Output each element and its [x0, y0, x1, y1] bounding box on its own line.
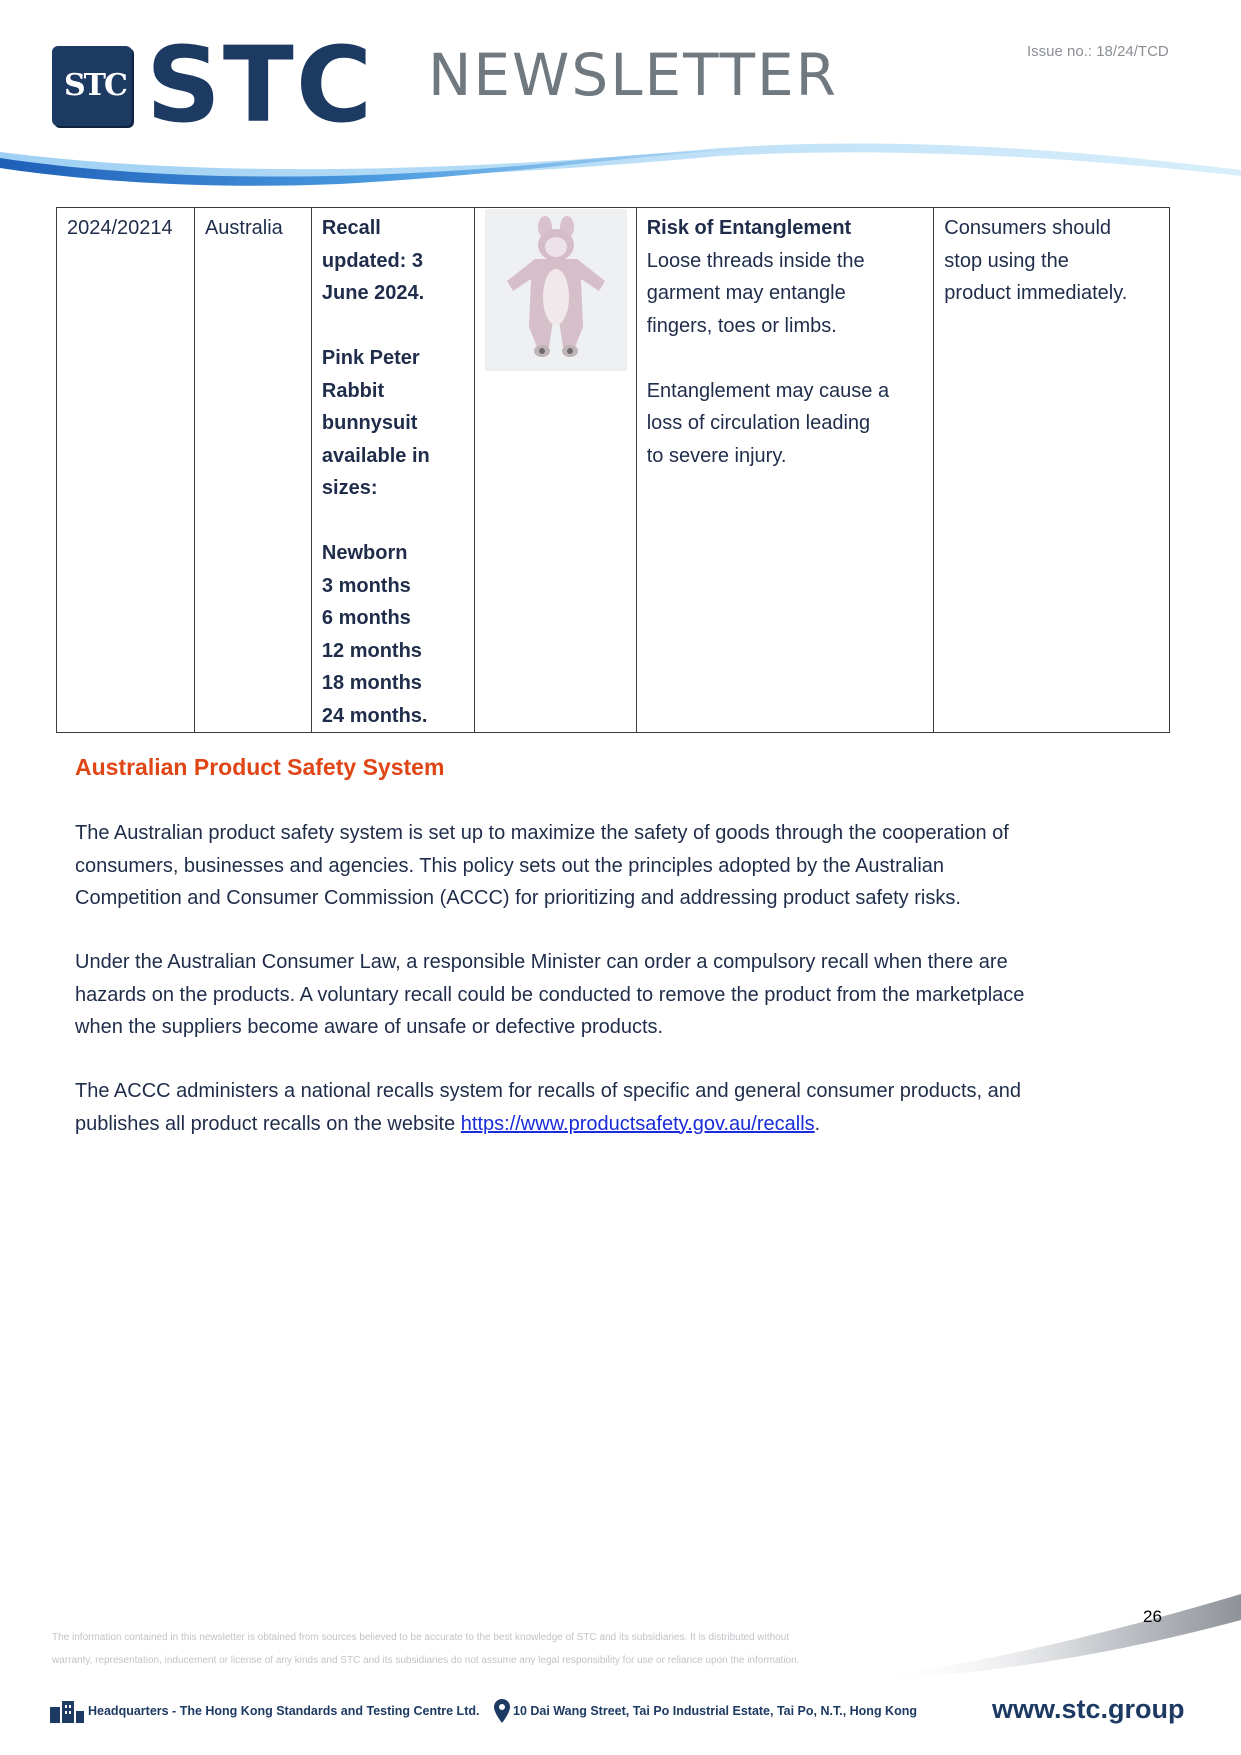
logo-monogram: STC	[64, 68, 126, 103]
table-row	[57, 208, 1170, 733]
ref-number-cell	[57, 208, 195, 733]
disclaimer-line: The information contained in this newsletter is obtained from sources believed to be accurate to the best knowledge of STC and its subsidiaries. It is distributed without	[52, 1632, 790, 1643]
paragraph-1	[75, 817, 1175, 915]
footer-bar	[48, 1694, 1198, 1727]
header-wave-graphic	[0, 140, 1241, 200]
product-name-line: sizes:	[321, 477, 378, 499]
paragraph-text: publishes all product recalls on the website	[75, 1112, 461, 1135]
paragraph-line: consumers, businesses and agencies. This policy sets out the principles adopted by the Australian	[75, 854, 945, 877]
hazard-line: fingers, toes or limbs.	[646, 314, 837, 337]
hazard-cell	[636, 208, 934, 733]
recall-line: Recall	[321, 217, 381, 239]
ref-number: 2024/20214	[67, 217, 173, 239]
page-header	[0, 0, 1241, 200]
hazard-line: garment may entangle	[646, 282, 846, 304]
hazard-title: Risk of Entanglement	[646, 217, 852, 239]
action-line: stop using the	[944, 249, 1069, 272]
size-item: 24 months.	[321, 704, 428, 727]
size-item: 12 months	[321, 639, 422, 662]
website-text: www.stc.group	[992, 1694, 1185, 1724]
product-name-line: bunnysuit	[321, 412, 418, 434]
paragraph-line: Competition and Consumer Commission (ACCC) for prioritizing and addressing product safety risks.	[75, 887, 961, 909]
paragraph-2	[75, 946, 1175, 1044]
product-name-line: available in	[321, 444, 430, 467]
size-item: 18 months	[321, 672, 422, 694]
product-image-cell	[474, 208, 636, 733]
stc-logo-mark	[52, 46, 132, 126]
product-name-line: Rabbit	[321, 379, 385, 402]
recall-table	[56, 207, 1170, 733]
hazard-line: Entanglement may cause a	[646, 379, 890, 402]
paragraph-line: hazards on the products. A voluntary recall could be conducted to remove the product from the marketplace	[75, 983, 1025, 1006]
recalls-website-link[interactable]: https://www.productsafety.gov.au/recalls	[460, 1112, 815, 1135]
recall-line: updated: 3	[321, 249, 424, 272]
country-cell	[194, 208, 311, 733]
paragraph-line: The ACCC administers a national recalls system for recalls of specific and general consumer products, and	[75, 1080, 1021, 1102]
paragraph-3	[75, 1075, 1175, 1140]
headquarters-text: Headquarters - The Hong Kong Standards and Testing Centre Ltd.	[88, 1704, 480, 1718]
hazard-line: Loose threads inside the	[646, 249, 865, 272]
paragraph-line: Under the Australian Consumer Law, a responsible Minister can order a compulsory recall when there are	[75, 951, 1008, 973]
building-icon	[48, 1699, 84, 1723]
size-item: Newborn	[321, 542, 408, 564]
action-cell	[934, 208, 1170, 733]
issue-number: Issue no.: 18/24/TCD	[1027, 43, 1169, 60]
hazard-line: to severe injury.	[646, 444, 787, 467]
address-text: 10 Dai Wang Street, Tai Po Industrial Estate, Tai Po, N.T., Hong Kong	[513, 1704, 917, 1718]
size-item: 6 months	[321, 607, 411, 629]
stc-logo-text: STC	[146, 24, 375, 146]
paragraph-line	[75, 1108, 1175, 1141]
recall-line: June 2024.	[321, 282, 425, 304]
newsletter-title: NEWSLETTER	[428, 41, 838, 109]
paragraph-text: .	[814, 1112, 821, 1135]
size-item: 3 months	[321, 574, 411, 597]
page-number: 26	[1143, 1607, 1162, 1626]
bunnysuit-photo	[485, 209, 627, 371]
disclaimer	[52, 1626, 982, 1672]
location-pin-icon	[494, 1699, 510, 1723]
hazard-line: loss of circulation leading	[646, 412, 871, 434]
paragraph-line: The Australian product safety system is set up to maximize the safety of goods through the cooperation of	[75, 822, 1009, 844]
action-line: Consumers should	[944, 217, 1112, 239]
product-name-line: Pink Peter	[321, 347, 420, 369]
section-title: Australian Product Safety System	[75, 754, 445, 780]
product-description-cell	[311, 208, 474, 733]
country: Australia	[204, 217, 283, 239]
paragraph-line: when the suppliers become aware of unsafe or defective products.	[75, 1016, 664, 1038]
action-line: product immediately.	[944, 282, 1128, 304]
disclaimer-line: warranty, representation, inducement or license of any kinds and STC and its subsidiaries do not assume any legal responsibility for use or reliance upon the information.	[52, 1655, 800, 1666]
